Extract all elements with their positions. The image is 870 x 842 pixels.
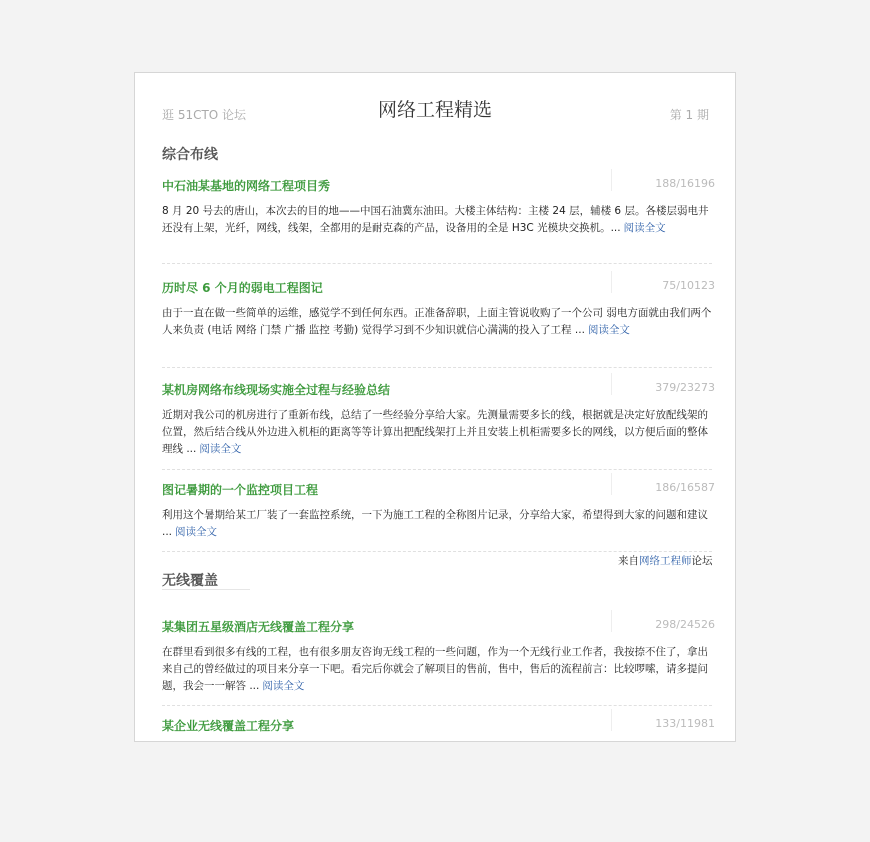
issue-number: 第 1 期 — [669, 108, 709, 122]
stats-divider — [611, 709, 612, 731]
post-divider — [162, 469, 712, 470]
source-prefix: 来自 — [618, 555, 639, 567]
source-attribution — [618, 553, 713, 568]
post-divider — [162, 705, 712, 706]
stats-divider — [611, 271, 612, 293]
post-divider — [162, 367, 712, 368]
post-stats: 188/16196 — [655, 177, 715, 190]
read-more-link[interactable]: 阅读全文 — [175, 526, 218, 538]
source-suffix: 论坛 — [691, 555, 713, 567]
post-summary — [162, 507, 712, 541]
post-summary-text: 由于一直在做一些简单的运维，感觉学不到任何东西。正准备辞职，上面主管说收购了一个公司 弱电方面就由我们两个人来负责 (电话 网络 门禁 广播 监控 考勤) 觉得学习到不少知识就信心满满的投入了工程 ... — [162, 307, 712, 336]
stats-divider — [611, 373, 612, 395]
post-stats: 133/11981 — [655, 717, 715, 730]
stats-divider — [611, 473, 612, 495]
stats-divider — [611, 169, 612, 191]
source-forum-link[interactable]: 网络工程师 — [639, 555, 692, 567]
post-stats: 298/24526 — [655, 618, 715, 631]
section-underline — [162, 589, 250, 590]
post-summary — [162, 305, 712, 339]
post-stats: 379/23273 — [655, 381, 715, 394]
post-summary-text: 在群里看到很多有线的工程，也有很多朋友咨询无线工程的一些问题，作为一个无线行业工作者，我按捺不住了，拿出来自己的曾经做过的项目来分享一下吧。看完后你就会了解项目的售前，售中，售后的流程前言：比较啰嗦，请多提问题，我会一一解答 ... — [162, 646, 708, 692]
section-title: 综合布线 — [162, 147, 218, 163]
post-title[interactable]: 中石油某基地的网络工程项目秀 — [162, 179, 331, 193]
post-title[interactable]: 某集团五星级酒店无线覆盖工程分享 — [162, 620, 355, 634]
read-more-link[interactable]: 阅读全文 — [199, 443, 242, 455]
post-summary-text: 利用这个暑期给某工厂装了一套监控系统，一下为施工工程的全称图片记录，分享给大家，希望得到大家的问题和建议 ... — [162, 509, 708, 538]
post-title[interactable]: 历时尽 6 个月的弱电工程图记 — [162, 281, 323, 295]
post-summary — [162, 407, 712, 458]
post-summary-text: 近期对我公司的机房进行了重新布线，总结了一些经验分享给大家。先测量需要多长的线，根据就是决定好放配线架的位置，然后结合线从外边进入机柜的距离等等计算出把配线架打上并且安装上机柜需要多长的网线，以方便后面的整体理线 ... — [162, 409, 708, 455]
read-more-link[interactable]: 阅读全文 — [262, 680, 305, 692]
post-stats: 186/16587 — [655, 481, 715, 494]
post-summary-text: 8 月 20 号去的唐山，本次去的目的地——中国石油冀东油田。大楼主体结构：主楼 24 层，辅楼 6 层。各楼层弱电井还没有上架，光纤，网线，线架，全都用的是耐克森的产品，设备用的全是 H3C 光模块交换机。... — [162, 205, 709, 234]
post-summary — [162, 644, 712, 695]
post-title[interactable]: 某企业无线覆盖工程分享 — [162, 719, 295, 733]
newsletter-card — [134, 72, 736, 742]
newsletter-title: 网络工程精选 — [377, 99, 492, 121]
post-divider — [162, 263, 712, 264]
post-title[interactable]: 图记暑期的一个监控项目工程 — [162, 483, 319, 497]
read-more-link[interactable]: 阅读全文 — [623, 222, 666, 234]
visit-forum-link[interactable]: 逛 51CTO 论坛 — [162, 108, 247, 122]
post-title[interactable]: 某机房网络布线现场实施全过程与经验总结 — [162, 383, 391, 397]
stats-divider — [611, 610, 612, 632]
masthead — [135, 73, 735, 133]
post-summary — [162, 203, 712, 237]
section-title: 无线覆盖 — [162, 573, 218, 589]
post-stats: 75/10123 — [662, 279, 715, 292]
read-more-link[interactable]: 阅读全文 — [587, 324, 630, 336]
post-divider — [162, 551, 712, 552]
